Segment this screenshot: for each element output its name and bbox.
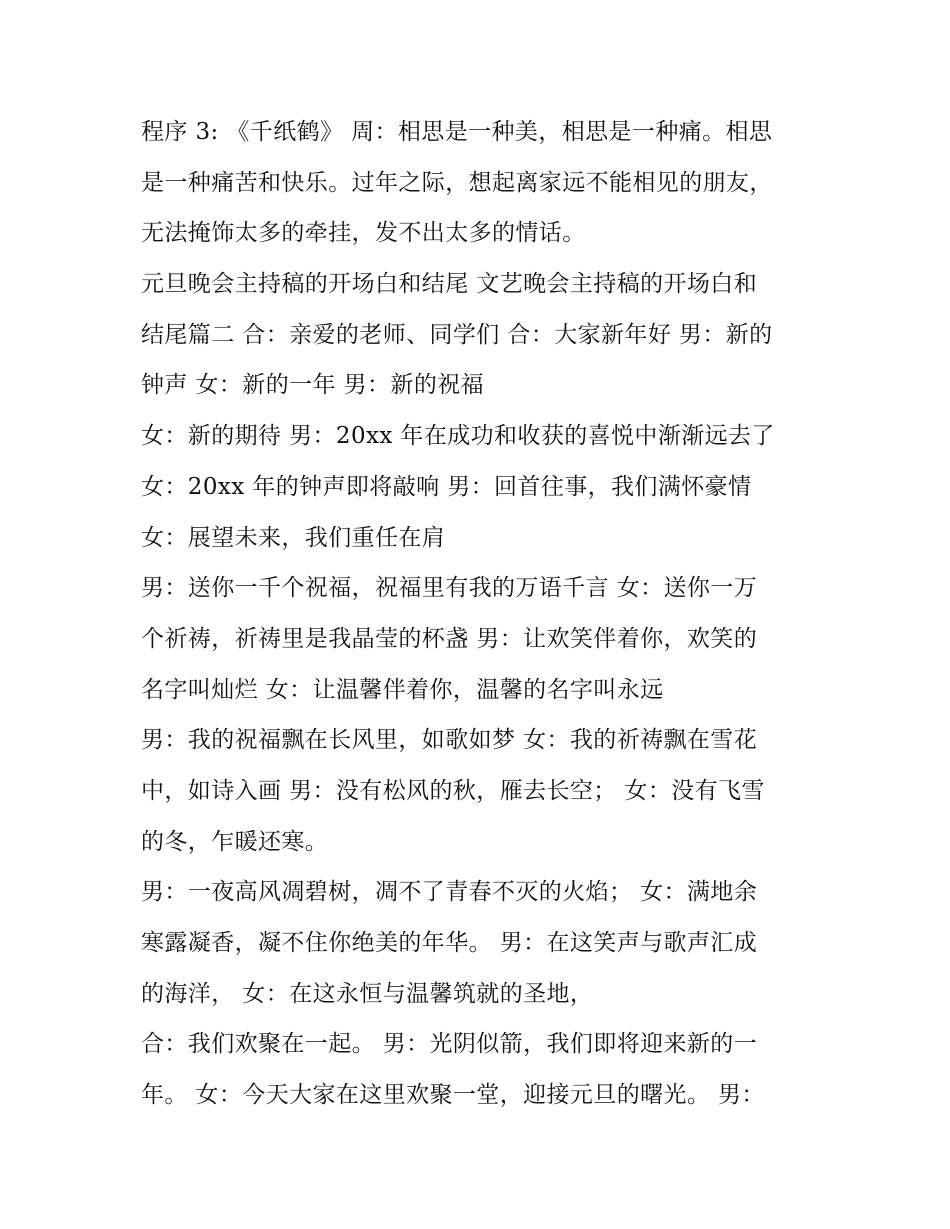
- text-line: 女：展望未来，我们重任在肩: [141, 524, 446, 551]
- text-line: 的海洋， 女：在这永恒与温馨筑就的圣地，: [141, 980, 594, 1007]
- text-line: 女：20xx 年的钟声即将敲响 男：回首往事，我们满怀豪情: [141, 473, 752, 500]
- text-line: 结尾篇二 合：亲爱的老师、同学们 合：大家新年好 男：新的: [141, 321, 773, 348]
- text-line: 的冬，乍暖还寒。: [141, 828, 329, 855]
- text-line: 无法掩饰太多的牵挂，发不出太多的情话。: [141, 220, 586, 247]
- text-line: 元旦晚会主持稿的开场白和结尾 文艺晚会主持稿的开场白和: [141, 271, 758, 298]
- text-line: 是一种痛苦和快乐。过年之际，想起离家远不能相见的朋友，: [141, 169, 773, 196]
- text-line: 男：我的祝福飘在长风里，如歌如梦 女：我的祈祷飘在雪花: [141, 727, 758, 754]
- text-line: 个祈祷，祈祷里是我晶莹的杯盏 男：让欢笑伴着你，欢笑的: [141, 625, 758, 652]
- text-line: 钟声 女：新的一年 男：新的祝福: [141, 372, 485, 399]
- text-line: 寒露凝香，凝不住你绝美的年华。 男：在这笑声与歌声汇成: [141, 930, 758, 956]
- text-line: 女：新的期待 男：20xx 年在成功和收获的喜悦中渐渐远去了: [141, 423, 775, 450]
- text-line: 合：我们欢聚在一起。 男：光阴似箭，我们即将迎来新的一: [141, 1031, 758, 1058]
- text-line: 名字叫灿烂 女：让温馨伴着你，温馨的名字叫永远: [141, 676, 664, 703]
- text-line: 年。 女：今天大家在这里欢聚一堂，迎接元旦的曙光。 男：: [141, 1082, 765, 1109]
- text-line: 中，如诗入画 男：没有松风的秋，雁去长空； 女：没有飞雪: [141, 777, 765, 804]
- text-line: 男：送你一千个祝福，祝福里有我的万语千言 女：送你一万: [141, 575, 758, 602]
- text-line: 程序 3: 《千纸鹤》 周：相思是一种美，相思是一种痛。相思: [141, 119, 773, 145]
- text-line: 男：一夜高风凋碧树，凋不了青春不灭的火焰； 女：满地余: [141, 879, 758, 906]
- document-body: [141, 107, 821, 1121]
